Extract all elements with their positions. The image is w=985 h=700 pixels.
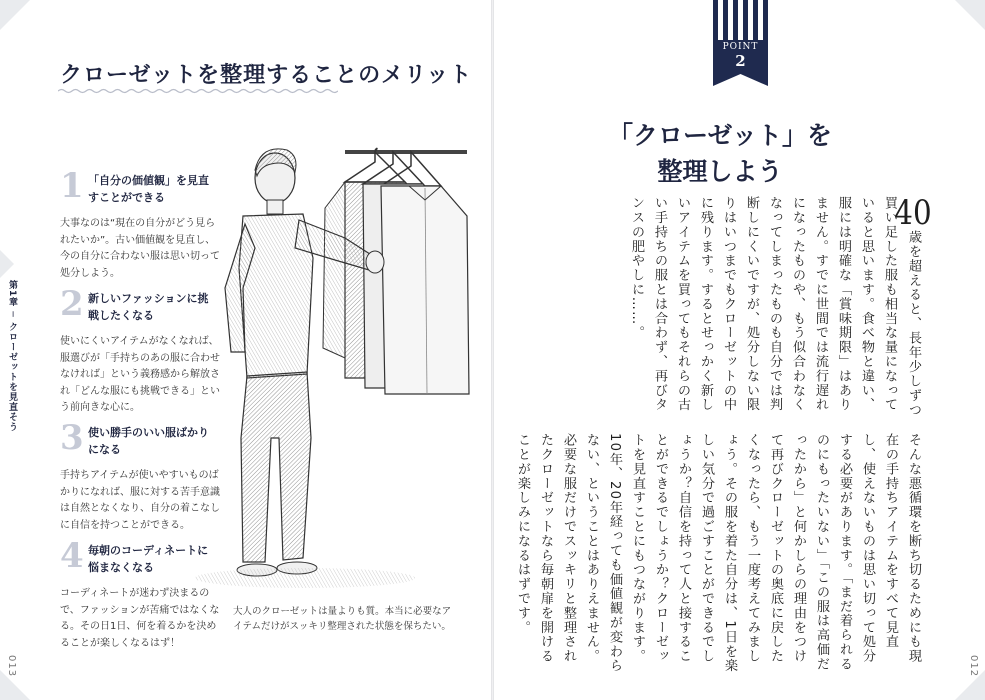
chapter-label: 第1章 ─ クローゼットを見直そう [7, 280, 17, 432]
merit-number: 2 [60, 284, 84, 324]
merit-title: 毎朝のコーディネートに悩まなくなる [88, 544, 209, 574]
badge-label: POINT [722, 42, 759, 52]
merit-body: 使いにくいアイテムがなくなれば、服選びが「手持ちのあの服に合わせなければ」という義務感から解放され「どんな服にも挑戦できる」という前向きな心に。 [60, 336, 220, 413]
merit-title: 「自分の価値観」を見直すことができる [88, 174, 209, 204]
body-text-segment: 歳を超えると、長年少しずつ買い足した服も相当な量になっていると思います。食べ物と違い、服には明確な「賞味期限」はありません。すでに世間では流行遅れになったものや、もう似合わなくなってしまったものも自分では判断しにくいですが、処分しない限りはいつまでもクローゼットの中に残ります。するとせっかく新しいアイテムを買ってもそれらの古い手持ちの服とは合わず、再びタンスの肥やしに……。 [629, 196, 921, 418]
left-page [0, 0, 492, 700]
merit-number: 3 [60, 418, 84, 458]
main-heading [600, 118, 840, 190]
main-heading-line: 整理しよう [657, 157, 783, 186]
title-underline-wave [58, 88, 338, 94]
badge-number: 2 [735, 52, 746, 70]
merit-number: 1 [60, 166, 84, 206]
man-at-closet-illustration [195, 138, 475, 598]
page-title: クローゼットを整理することのメリット [60, 63, 473, 88]
illustration-caption: 大人のクローゼットは量よりも質。本当に必要なアイテムだけがスッキリ整理された状態を保ちたい。 [233, 606, 452, 632]
page-number: 013 [6, 655, 17, 678]
lead-number: 40 [894, 196, 932, 230]
merit-body: 手持ちアイテムが使いやすいものばかりになれば、服に対する苦手意識は自然となくなり、自分の着こなしに自信を持つことができる。 [60, 470, 220, 531]
merit-number: 4 [60, 536, 84, 576]
page-corner [955, 0, 985, 30]
point-badge [713, 0, 768, 86]
merit-title: 使い勝手のいい服ばかりになる [88, 426, 209, 456]
book-gutter [491, 0, 494, 700]
merit-body: コーディネートが迷わず決まるので、ファッションが苦痛ではなくなる。その日1日、何を着るかを決めることが楽しくなるはず！ [60, 588, 220, 649]
page-corner [0, 0, 30, 30]
main-heading-line: 「クローゼット」を [607, 121, 832, 150]
page-number: 012 [968, 655, 979, 678]
chapter-tab [0, 250, 26, 450]
body-text-continued: そんな悪循環を断ち切るためにも現在の手持ちアイテムをすべて見直し、使えないものは思い切って処分する必要があります。「まだ着られるのにもったいない」「この服は高価だったから」と何かしらの理由をつけて再びクローゼットの奥底に戻したくなったら、もう一度考えてみましょう。その服を着た自分は、1日を楽しい気分で過ごすことができるでしょうか？自信を持って人と接することができるでしょうか？クローゼットを見直すことにもつながります。10年、20年経っても価値観が変わらない、ということはありえません。必要な服だけでスッキリと整理されたクローゼットなら毎朝扉を開けることが楽しみになるはずです。 [515, 433, 921, 673]
body-text-upper [625, 196, 932, 424]
merit-title: 新しいファッションに挑戦したくなる [88, 292, 209, 322]
merit-body: 大事なのは“現在の自分がどう見られたいか”。古い価値観を見直し、今の自分に合わない服は思い切って処分しよう。 [60, 218, 220, 279]
